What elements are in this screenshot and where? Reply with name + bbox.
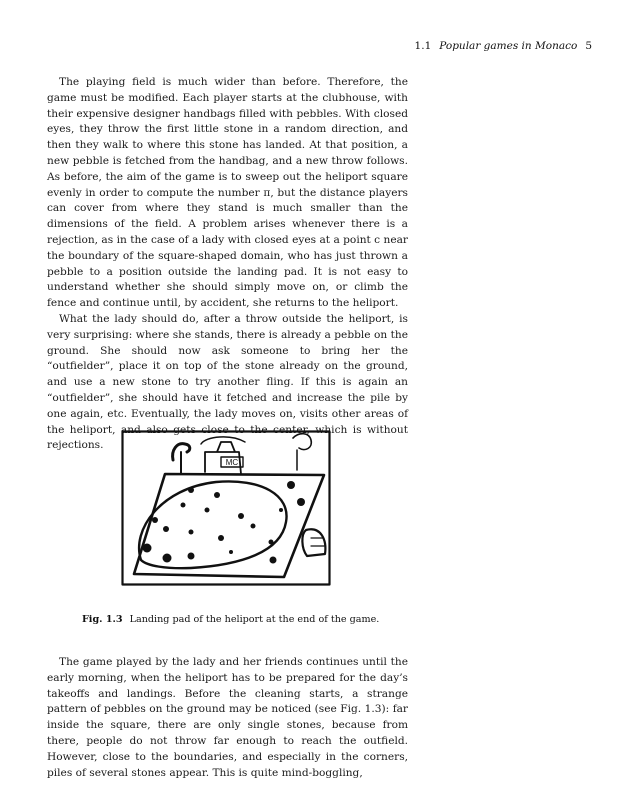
heliport-illustration xyxy=(121,430,331,586)
section-number: 1.1 xyxy=(414,40,432,52)
page-number: 5 xyxy=(585,40,592,52)
paragraph: The game played by the lady and her friends continues until the early morning, when the heliport has to be prepared for the day’s takeoffs and landings. Before the cleaning starts, a strange pattern of pebbles on the ground may be noticed (see Fig. 1.3): far inside the square, there are only single stones, because from there, people do not throw far enough to reach the outfield. However, close to the boundaries, and especially in the corners, piles of several stones appear. This is quite mind-boggling, xyxy=(47,656,408,779)
pebble xyxy=(188,487,194,493)
right-bench xyxy=(302,529,325,556)
pebble xyxy=(189,530,194,535)
pebble-pile xyxy=(143,544,152,553)
pebble-pile xyxy=(152,517,158,523)
pebble-pile xyxy=(188,553,195,560)
pebble-pile xyxy=(297,498,305,506)
paragraph: The playing field is much wider than before. Therefore, the game must be modified. Each player starts at the clubhouse, with their expensive designer handbags filled with pebbles. With closed eyes, they throw the first little stone in a random direction, and then they walk to where this stone has landed. At that position, a new pebble is fetched from the handbag, and a new throw follows. As before, the aim of the game is to sweep out the heliport square evenly in order to compute the number π, but the distance players can cover from where they stand is much smaller than the dimensions of the field. A problem arises whenever there is a rejection, as in the case of a lady with closed eyes at a point c near the boundary of the square-shaped domain, who has just thrown a pebble to a position outside the landing pad. It is not easy to understand whether she should simply move on, or climb the fence and continue until, by accident, she returns to the heliport. xyxy=(47,76,408,310)
figure-label: Fig. 1.3 xyxy=(82,614,123,625)
pebble-pile xyxy=(270,557,277,564)
pebble xyxy=(279,508,283,512)
pebble xyxy=(163,526,169,532)
section-title: Popular games in Monaco xyxy=(439,40,578,52)
pebble-pile xyxy=(287,481,295,489)
body-text-top xyxy=(47,75,408,454)
pebble xyxy=(205,508,210,513)
mc-sign-label: MC xyxy=(225,458,239,467)
landing-pad-outline xyxy=(134,474,324,577)
body-text-bottom xyxy=(47,655,408,781)
pebble xyxy=(229,550,233,554)
figure-caption xyxy=(82,614,379,625)
pebble xyxy=(181,503,186,508)
running-header xyxy=(415,40,592,52)
pebble xyxy=(238,513,244,519)
landing-oval xyxy=(139,481,286,568)
figure-caption-text: Landing pad of the heliport at the end of the game. xyxy=(129,614,380,625)
pebble xyxy=(269,540,274,545)
pebble xyxy=(251,524,256,529)
pebble-pile xyxy=(163,554,172,563)
paragraph: What the lady should do, after a throw outside the heliport, is very surprising: where she stands, there is already a pebble on the ground. She should now ask someone to bring her the “outfielder”, place it on top of the stone already on the ground, and use a new stone to try another fling. If this is again an “outfielder”, she should have it fetched and increase the pile by one again, etc. Eventually, the lady moves on, visits other areas of the heliport, and also gets close to the center, which is without rejections. xyxy=(47,312,408,452)
pebble xyxy=(218,535,224,541)
pebble xyxy=(214,492,220,498)
flag-icon xyxy=(293,434,311,450)
